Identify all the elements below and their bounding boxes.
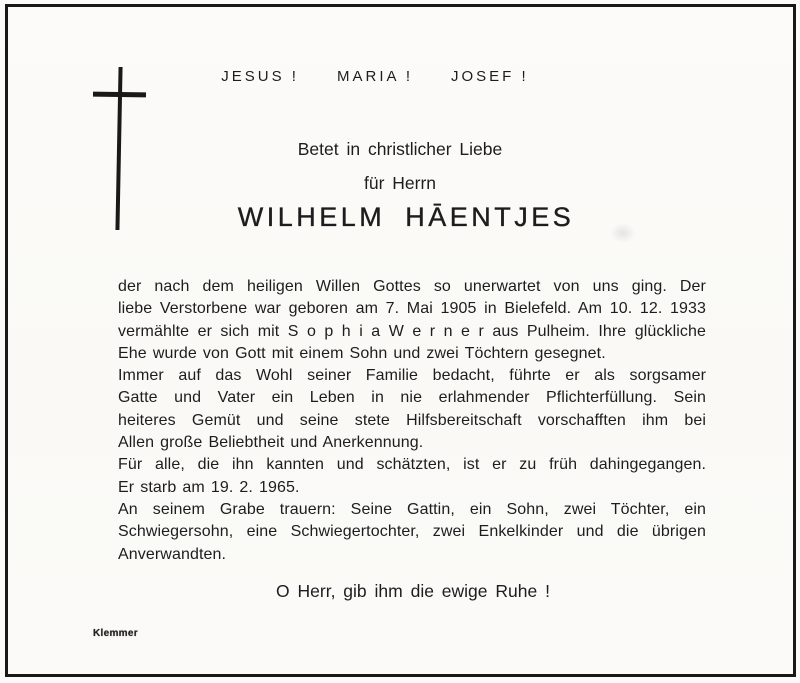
cross-horizontal-bar (93, 92, 146, 98)
closing-prayer: O Herr, gib ihm die ewige Ruhe ! (276, 581, 550, 601)
invocation-word-maria: MARIA ! (336, 68, 413, 85)
intro-line-prayer: Betet in christlicher Liebe (297, 139, 503, 159)
obituary-line: Gatte und Vater ein Leben in nie erlahmender Pflichterfüllung. Sein (118, 389, 706, 407)
obituary-line: heiteres Gemüt und seine stete Hilfsbereitschaft vorschafften ihm bei (118, 411, 706, 429)
obituary-line: Anverwandten. (118, 545, 227, 563)
obituary-line: Immer auf das Wohl seiner Familie bedacht, führte er als sorgsamer (118, 367, 706, 385)
obituary-line: An seinem Grabe trauern: Seine Gattin, ein Sohn, zwei Töchter, ein (118, 500, 706, 518)
intro-line-for-herrn: für Herrn (363, 173, 437, 193)
obituary-line: Er starb am 19. 2. 1965. (118, 478, 300, 496)
obituary-line: vermählte er sich mit S o p h i a W e r n e r aus Pulheim. Ihre glückliche (118, 322, 706, 340)
obituary-text-block (118, 276, 706, 566)
obituary-line: Schwiegersohn, eine Schwiegertochter, zwei Enkelkinder und die übrigen (118, 523, 706, 541)
invocation-header (0, 68, 775, 85)
invocation-word-jesus: JESUS ! (221, 68, 299, 85)
invocation-word-josef: JOSEF ! (451, 68, 529, 85)
obituary-line: Allen große Beliebtheit und Anerkennung. (118, 434, 424, 452)
obituary-line: Für alle, die ihn kannten und schätzten, ist er zu früh dahingegangen. (118, 456, 706, 474)
printer-credit: Klemmer (93, 628, 138, 639)
obituary-line: Ehe wurde von Gott mit einem Sohn und zwei Töchtern gesegnet. (118, 344, 606, 362)
obituary-line: der nach dem heiligen Willen Gottes so unerwartet von uns ging. Der (118, 278, 706, 295)
obituary-line: liebe Verstorbene war geboren am 7. Mai 1905 in Bielefeld. Am 10. 12. 1933 (118, 300, 706, 318)
scan-smudge (610, 223, 636, 243)
deceased-name: WILHELM HĀENTJES (237, 202, 575, 232)
